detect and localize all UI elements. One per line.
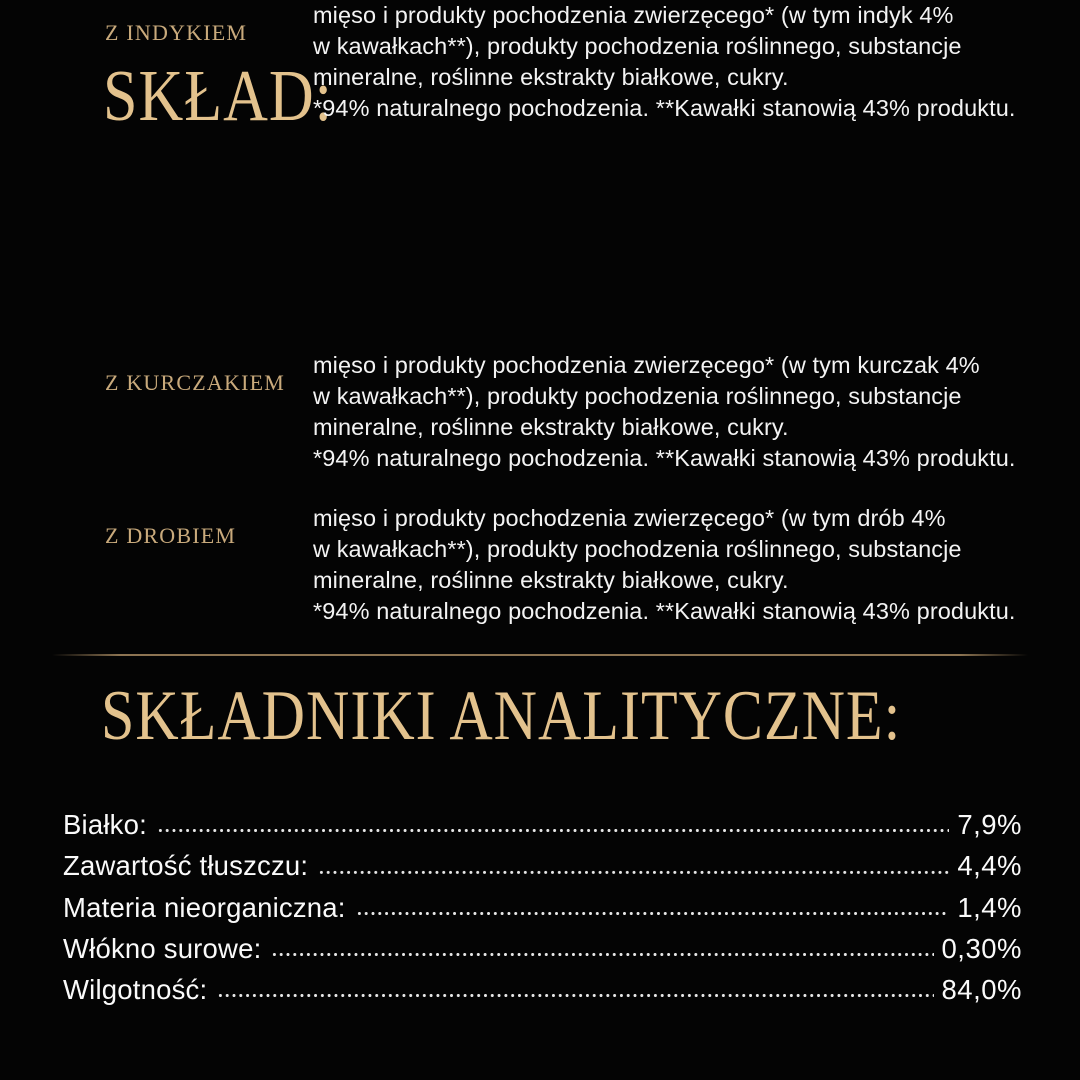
dotted-leader [318,868,949,875]
ingredient-section-poultry [105,503,1016,627]
variant-label-turkey: Z INDYKIEM [105,20,248,45]
analytic-value: 0,30% [941,932,1022,964]
ingredient-line: w kawałkach**), produkty pochodzenia roślinnego, substancje [313,383,962,409]
analytic-row [63,928,1022,969]
ingredient-section-chicken [105,350,1016,474]
analytic-value: 7,9% [957,809,1022,840]
gold-divider-line [52,654,1028,656]
analytic-row [63,969,1022,1010]
analytic-label: Włókno surowe: [63,932,262,964]
ingredient-line: mineralne, roślinne ekstrakty białkowe, cukry. [313,567,789,593]
ingredient-line: mięso i produkty pochodzenia zwierzęcego* (w tym kurczak 4% [313,352,980,378]
ingredient-line: w kawałkach**), produkty pochodzenia roślinnego, substancje [313,33,962,59]
analytic-label: Zawartość tłuszczu: [63,850,309,882]
ingredient-text-poultry [313,503,1016,627]
analytic-constituents-list [63,804,1022,1010]
dotted-leader [356,910,950,917]
ingredient-text-turkey [313,0,1016,124]
variant-label-poultry: Z DROBIEM [105,523,237,548]
ingredient-line: mięso i produkty pochodzenia zwierzęcego* (w tym drób 4% [313,505,946,531]
ingredient-line: w kawałkach**), produkty pochodzenia roślinnego, substancje [313,536,962,562]
dotted-leader [217,992,933,999]
analytic-row [63,887,1022,928]
analytics-heading: SKŁADNIKI ANALITYCZNE: [101,676,902,755]
analytic-value: 4,4% [957,850,1022,882]
ingredient-text-chicken [313,350,1016,474]
ingredient-line: mięso i produkty pochodzenia zwierzęcego* (w tym indyk 4% [313,2,954,28]
analytic-label: Materia nieorganiczna: [63,891,346,923]
analytic-label: Wilgotność: [63,974,208,1006]
composition-heading: SKŁAD: [103,56,333,137]
ingredient-line: *94% naturalnego pochodzenia. **Kawałki stanowią 43% produktu. [313,598,1016,624]
analytic-label: Białko: [63,809,147,840]
analytic-value: 84,0% [941,974,1022,1006]
analytic-row [63,845,1022,886]
ingredient-line: *94% naturalnego pochodzenia. **Kawałki stanowią 43% produktu. [313,95,1016,121]
analytic-value: 1,4% [957,891,1022,923]
variant-label-chicken: Z KURCZAKIEM [105,370,286,395]
ingredient-line: *94% naturalnego pochodzenia. **Kawałki stanowią 43% produktu. [313,445,1016,471]
ingredient-section-turkey [105,0,1016,124]
dotted-leader [271,951,933,958]
analytic-row [63,804,1022,845]
ingredient-line: mineralne, roślinne ekstrakty białkowe, cukry. [313,414,789,440]
ingredient-line: mineralne, roślinne ekstrakty białkowe, cukry. [313,64,789,90]
dotted-leader [157,827,949,834]
